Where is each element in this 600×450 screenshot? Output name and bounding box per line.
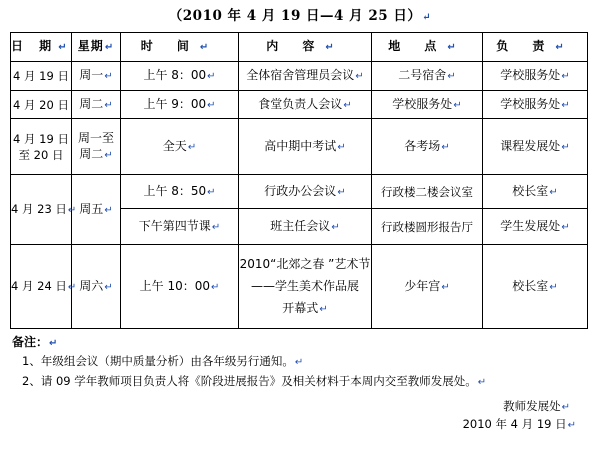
cell-text: 少年宫 (404, 278, 441, 293)
cell-text: 学校服务处 (500, 96, 561, 111)
signature-department-text: 教师发展处 (503, 399, 561, 413)
cell-owner (483, 209, 588, 245)
paragraph-mark: ↵ (561, 402, 570, 413)
paragraph-mark: ↵ (447, 42, 466, 53)
paragraph-mark: ↵ (67, 281, 77, 293)
header-content-label: 内 容 (266, 39, 325, 53)
cell-time (121, 91, 239, 119)
header-weekday-label: 星期 (77, 39, 104, 53)
cell-owner (483, 91, 588, 119)
note-text: 1、年级组会议（期中质量分析）由各年级另行通知。 (22, 354, 294, 368)
schedule-table (10, 32, 588, 329)
notes-section (12, 334, 592, 392)
header-date-label: 日 期 (11, 39, 58, 53)
notes-heading (12, 334, 592, 352)
cell-weekday (72, 245, 121, 329)
cell-time (121, 119, 239, 175)
cell-content (239, 209, 372, 245)
cell-owner (483, 175, 588, 209)
cell-weekday (72, 119, 121, 175)
header-time-label: 时 间 (140, 39, 199, 53)
cell-text: 校长室 (512, 278, 549, 293)
cell-text: 学校服务处 (500, 68, 561, 82)
cell-place (372, 209, 483, 245)
cell-text: 上午 8：50 (143, 183, 207, 198)
table-row (11, 245, 588, 329)
paragraph-mark: ↵ (441, 141, 450, 153)
cell-text: 学校服务处 (392, 96, 453, 111)
paragraph-mark: ↵ (104, 204, 113, 216)
paragraph-mark: ↵ (343, 99, 352, 111)
cell-text: 2010“北郊之春 ”艺术节 (239, 256, 371, 271)
paragraph-mark: ↵ (104, 71, 113, 82)
cell-weekday (72, 91, 121, 119)
cell-text: 4 月 19 日 (13, 69, 69, 83)
paragraph-mark: ↵ (561, 141, 570, 153)
paragraph-mark: ↵ (207, 99, 216, 111)
cell-text: 食堂负责人会议 (258, 96, 343, 111)
table-row (11, 62, 588, 91)
cell-date (11, 62, 72, 91)
note-item (12, 352, 592, 372)
paragraph-mark: ↵ (555, 42, 574, 53)
cell-text: 周一至 (77, 130, 114, 145)
header-time (121, 33, 239, 62)
paragraph-mark: ↵ (441, 281, 450, 293)
cell-time (121, 175, 239, 209)
paragraph-mark: ↵ (561, 99, 570, 111)
cell-owner (483, 119, 588, 175)
paragraph-mark: ↵ (355, 71, 364, 82)
table-row (11, 175, 588, 209)
cell-text: 二号宿舍 (398, 68, 447, 82)
cell-content (239, 119, 372, 175)
paragraph-mark: ↵ (210, 281, 220, 293)
paragraph-mark: ↵ (567, 420, 576, 431)
cell-text: 行政办公会议 (264, 183, 337, 198)
cell-text: 开幕式 (282, 300, 319, 315)
header-place-label: 地 点 (388, 39, 447, 53)
note-text: 2、请 09 学年教师项目负责人将《阶段进展报告》及相关材料于本周内交至教师发展处。 (22, 374, 477, 388)
paragraph-mark: ↵ (58, 42, 73, 53)
paragraph-mark: ↵ (447, 71, 456, 82)
paragraph-mark: ↵ (422, 12, 432, 23)
cell-text: 4 月 23 日 (11, 201, 67, 216)
paragraph-mark: ↵ (104, 42, 115, 53)
table-row (11, 91, 588, 119)
cell-text: 至 20 日 (18, 147, 64, 162)
cell-content (239, 245, 372, 329)
cell-text: 周六 (79, 278, 104, 293)
cell-content (239, 62, 372, 91)
cell-text: 全天 (162, 138, 187, 153)
document-title (0, 4, 600, 24)
cell-time (121, 245, 239, 329)
paragraph-mark: ↵ (294, 357, 304, 368)
paragraph-mark: ↵ (319, 303, 328, 315)
header-date (11, 33, 72, 62)
cell-text: 4 月 24 日 (11, 278, 67, 293)
paragraph-mark: ↵ (104, 99, 113, 111)
paragraph-mark: ↵ (337, 141, 346, 153)
cell-text: 上午 9：00 (143, 96, 207, 111)
signature-block (463, 398, 576, 434)
paragraph-mark: ↵ (549, 186, 558, 198)
header-owner (483, 33, 588, 62)
cell-content (239, 175, 372, 209)
header-content (239, 33, 372, 62)
cell-place (372, 245, 483, 329)
paragraph-mark: ↵ (453, 99, 462, 111)
cell-place (372, 91, 483, 119)
paragraph-mark: ↵ (337, 186, 346, 198)
cell-text: 各考场 (404, 138, 441, 153)
header-place (372, 33, 483, 62)
paragraph-mark: ↵ (331, 221, 340, 233)
table-header-row (11, 33, 588, 62)
paragraph-mark: ↵ (477, 377, 487, 388)
cell-text: 周二 (79, 96, 104, 111)
cell-text: 4 月 20 日 (13, 97, 69, 112)
cell-owner (483, 245, 588, 329)
cell-weekday (72, 175, 121, 245)
cell-content (239, 91, 372, 119)
cell-text: ——学生美术作品展 (250, 278, 359, 293)
signature-date (463, 416, 576, 434)
cell-text: 学生发展处 (500, 218, 561, 233)
cell-time (121, 62, 239, 91)
cell-text: 班主任会议 (270, 218, 331, 233)
cell-date (11, 175, 77, 245)
paragraph-mark: ↵ (561, 71, 570, 82)
cell-text: 周一 (79, 68, 104, 82)
cell-text: 上午 10：00 (139, 278, 210, 293)
note-item (12, 372, 592, 392)
cell-text: 行政楼圆形报告厅 (381, 219, 473, 234)
cell-place (372, 175, 483, 209)
cell-text: 下午第四节课 (138, 218, 211, 233)
paragraph-mark: ↵ (67, 204, 77, 216)
cell-text: 课程发展处 (500, 138, 561, 153)
paragraph-mark: ↵ (549, 281, 558, 293)
cell-text: 周二 (79, 146, 104, 161)
table-row (11, 119, 588, 175)
cell-time (121, 209, 239, 245)
cell-date (11, 91, 72, 119)
cell-place (372, 119, 483, 175)
paragraph-mark: ↵ (104, 149, 113, 161)
cell-weekday (72, 62, 121, 91)
paragraph-mark: ↵ (211, 221, 221, 233)
paragraph-mark: ↵ (49, 338, 58, 349)
cell-place (372, 62, 483, 91)
paragraph-mark: ↵ (104, 281, 113, 293)
cell-date (11, 245, 77, 329)
notes-heading-text: 备注： (12, 335, 49, 349)
paragraph-mark: ↵ (207, 71, 216, 82)
paragraph-mark: ↵ (561, 221, 570, 233)
paragraph-mark: ↵ (207, 186, 216, 198)
cell-text: 上午 8：00 (143, 68, 207, 82)
cell-owner (483, 62, 588, 91)
cell-text: 行政楼二楼会议室 (381, 184, 473, 199)
title-text: （2010 年 4 月 19 日—4 月 25 日） (168, 8, 422, 24)
paragraph-mark: ↵ (187, 141, 197, 153)
paragraph-mark: ↵ (325, 42, 344, 53)
signature-department (463, 398, 570, 416)
header-owner-label: 负 责 (496, 39, 555, 53)
cell-text: 4 月 19 日 (13, 131, 69, 146)
header-weekday (72, 33, 121, 62)
cell-text: 校长室 (512, 183, 549, 198)
signature-date-text: 2010 年 4 月 19 日 (462, 417, 567, 431)
cell-text: 全体宿舍管理员会议 (246, 68, 355, 82)
cell-text: 周五 (79, 201, 104, 216)
cell-date (11, 119, 72, 175)
paragraph-mark: ↵ (199, 42, 219, 53)
cell-text: 高中期中考试 (264, 138, 337, 153)
